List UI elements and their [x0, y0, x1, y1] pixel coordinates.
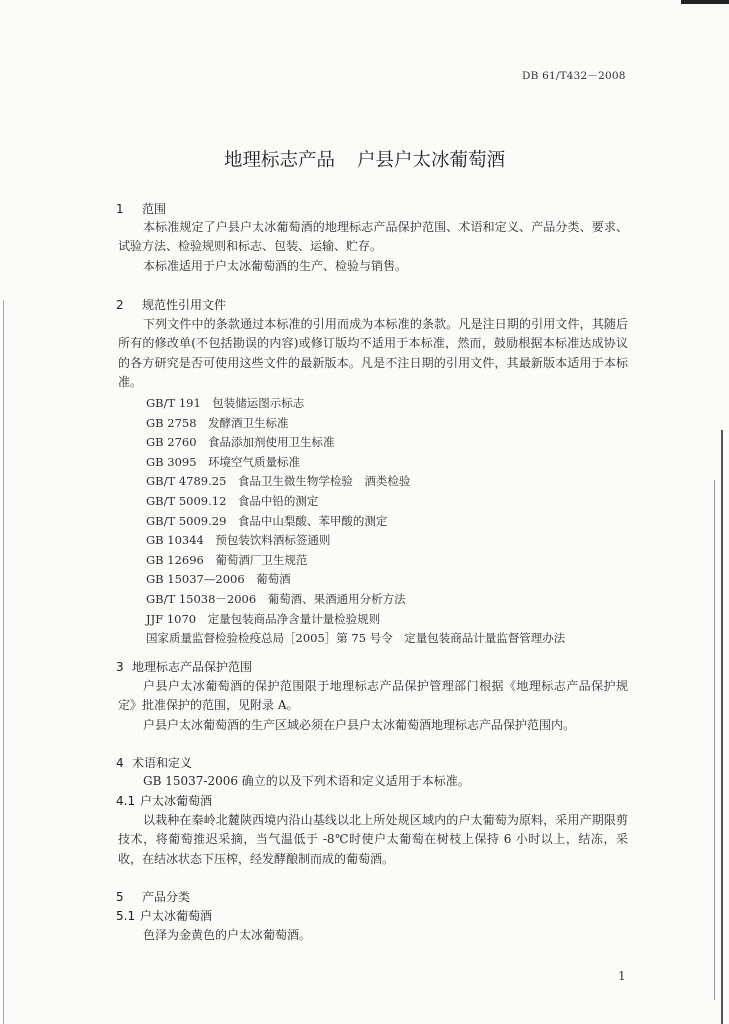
page-edge-mark: [681, 0, 729, 4]
reference-item: GB/T 191 包装储运图示标志: [146, 396, 305, 410]
section-number: 3: [116, 660, 124, 674]
term-definition: 以栽种在秦岭北麓陕西境内沿山基线以北上所处规区域内的户太葡萄为原料，采用产期限剪技术，将葡萄推迟采摘，当气温低于 -8℃时使户太葡萄在树枝上保持 6 小时以上，结冻，采收，在结冰状态下压榨，经发酵酿制而成的葡萄酒。: [118, 813, 628, 866]
reference-item: 国家质量监督检验检疫总局［2005］第 75 号令 定量包装商品计量监督管理办法: [146, 631, 566, 646]
classification-text: 色泽为金黄色的户太冰葡萄酒。: [143, 928, 312, 942]
reference-item: GB 15037—2006 葡萄酒: [146, 572, 291, 587]
section-title: 规范性引用文件: [142, 298, 227, 312]
section-number: 1: [116, 202, 124, 216]
subsection-number: 4.1: [116, 794, 136, 808]
document-code: DB 61/T432－2008: [522, 70, 626, 82]
page-edge-shadow: [3, 300, 4, 1024]
section-title: 术语和定义: [132, 756, 193, 770]
scope-paragraph-2: 本标准适用于户太冰葡萄酒的生产、检验与销售。: [143, 259, 408, 273]
reference-item: GB/T 5009.12 食品中铅的测定: [146, 493, 319, 508]
reference-item: GB 10344 预包装饮料酒标签通则: [146, 533, 331, 548]
page-number: 1: [618, 969, 626, 983]
title-part-2: 户县户太冰葡萄酒: [357, 150, 506, 171]
reference-list: [146, 394, 565, 649]
section-number: 4: [116, 756, 124, 770]
normative-intro: 下列文件中的条款通过本标准的引用而成为本标准的条款。凡是注日期的引用文件，其随后所有的修改单(不包括勘误的内容)或修订版均不适用于本标准，然而，鼓励根据本标准达成协议的各方研究是否可使用这些文件的最新版本。凡是不注日期的引用文件，其最新版本适用于本标准。: [118, 317, 628, 389]
subsection-title: 户太冰葡萄酒: [140, 794, 213, 808]
page-edge-shadow: [721, 430, 723, 1024]
section-heading-protection: [116, 658, 252, 675]
title-part-1: 地理标志产品: [223, 150, 335, 171]
section-title: 产品分类: [142, 890, 191, 904]
page-edge-shadow: [714, 480, 715, 1000]
scope-paragraph-1: 本标准规定了户县户太冰葡萄酒的地理标志产品保护范围、术语和定义、产品分类、要求、试验方法、检验规则和标志、包装、运输、贮存。: [118, 220, 628, 254]
subsection-heading-5-1: [116, 907, 212, 924]
section-heading-classification: [116, 888, 190, 905]
protection-paragraph-1: 户县户太冰葡萄酒的保护范围限于地理标志产品保护管理部门根据《地理标志产品保护规定》批准保护的范围，见附录 A。: [118, 679, 628, 713]
section-number: 2: [116, 298, 124, 312]
section-heading-scope: [116, 200, 166, 217]
section-heading-terms: [116, 754, 192, 771]
terms-intro: GB 15037-2006 确立的以及下列术语和定义适用于本标准。: [143, 774, 470, 788]
reference-item: GB 12696 葡萄酒厂卫生规范: [146, 552, 308, 567]
section-title: 范围: [142, 202, 167, 216]
section-title: 地理标志产品保护范围: [132, 660, 253, 674]
subsection-title: 户太冰葡萄酒: [140, 909, 213, 923]
section-number: 5: [116, 890, 124, 904]
subsection-heading-4-1: [116, 792, 212, 809]
reference-item: JJF 1070 定量包装商品净含量计量检验规则: [146, 611, 381, 626]
reference-item: GB/T 5009.29 食品中山梨酸、苯甲酸的测定: [146, 513, 388, 528]
reference-item: GB/T 15038－2006 葡萄酒、果酒通用分析方法: [146, 591, 406, 606]
reference-item: GB 2760 食品添加剂使用卫生标准: [146, 435, 335, 450]
protection-paragraph-2: 户县户太冰葡萄酒的生产区域必须在户县户太冰葡萄酒地理标志产品保护范围内。: [143, 718, 576, 732]
reference-item: GB/T 4789.25 食品卫生微生物学检验 酒类检验: [146, 474, 411, 489]
section-heading-normative: [116, 296, 226, 313]
reference-item: GB 2758 发酵酒卫生标准: [146, 415, 289, 430]
subsection-number: 5.1: [116, 909, 136, 923]
reference-item: GB 3095 环境空气质量标准: [146, 454, 301, 469]
page-title: [0, 146, 729, 172]
